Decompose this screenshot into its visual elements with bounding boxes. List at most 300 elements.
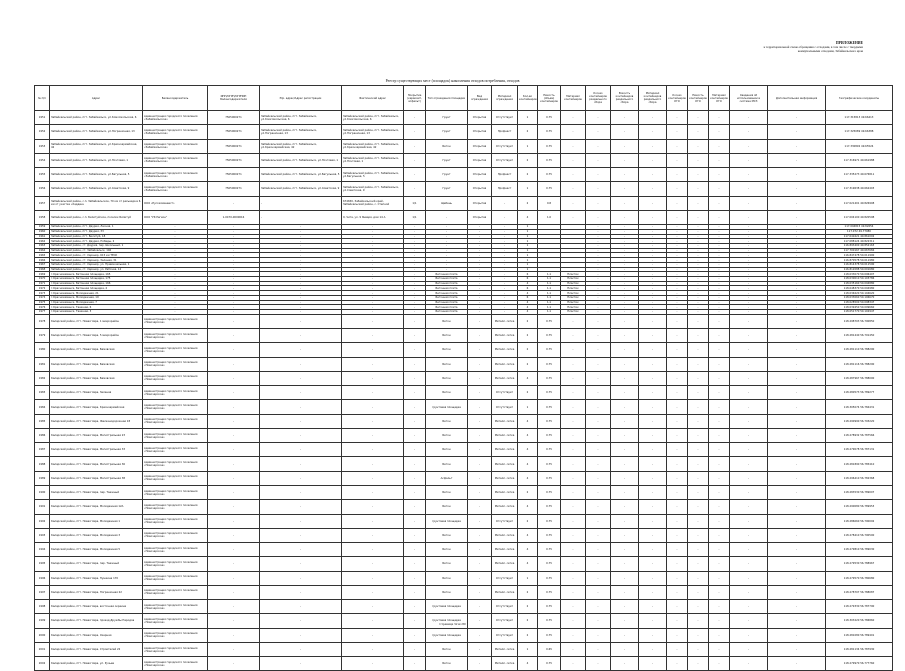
table-cell: 118.298703 56.790850 xyxy=(826,314,893,328)
table-cell: - xyxy=(561,139,586,153)
table-cell: - xyxy=(730,295,768,300)
table-row xyxy=(35,371,893,385)
table-cell: - xyxy=(561,400,586,414)
table-cell: - xyxy=(468,500,492,514)
table-cell: - xyxy=(709,267,730,272)
table-cell: - xyxy=(260,457,342,471)
table-cell: 118.283530 56.789007 xyxy=(826,485,893,499)
table-cell: 1 xyxy=(518,234,538,239)
table-cell: - xyxy=(730,514,768,528)
table-cell: - xyxy=(260,239,342,244)
table-cell: - xyxy=(342,234,404,239)
table-cell: - xyxy=(561,571,586,585)
table-cell: - xyxy=(404,286,426,291)
table-cell: - xyxy=(404,153,426,167)
table-cell: - xyxy=(730,343,768,357)
table-cell: - xyxy=(586,286,611,291)
table-cell: - xyxy=(468,471,492,485)
table-cell: - xyxy=(404,414,426,428)
table-cell: - xyxy=(688,196,709,210)
table-cell: - xyxy=(586,225,611,230)
table-cell: 1982 xyxy=(35,371,50,385)
table-cell: 2 xyxy=(518,153,538,167)
table-cell: - xyxy=(586,153,611,167)
table-cell: 1951 xyxy=(35,111,50,125)
table-cell: - xyxy=(709,386,730,400)
table-cell: Металл. сетка xyxy=(492,357,518,371)
table-cell: Каларский район, пгт. Новая Чара, пер. Таежный xyxy=(50,485,143,499)
table-cell: - xyxy=(639,291,667,296)
table-cell: Профнаст xyxy=(492,168,518,182)
table-cell: - xyxy=(208,196,260,210)
table-cell: - xyxy=(586,414,611,428)
table-row xyxy=(35,471,893,485)
table-cell: - xyxy=(611,528,639,542)
table-row xyxy=(35,657,893,671)
table-cell: - xyxy=(586,234,611,239)
table-cell: - xyxy=(468,229,492,234)
table-cell: г.Краснокаменск, Молодежная, 19 xyxy=(50,295,143,300)
table-cell: - xyxy=(709,239,730,244)
table-cell: Бетонная плита xyxy=(426,300,468,305)
table-cell: - xyxy=(426,244,468,249)
table-cell: 1 xyxy=(518,248,538,253)
table-cell: - xyxy=(730,428,768,442)
table-cell: - xyxy=(768,310,826,315)
table-cell: - xyxy=(768,239,826,244)
table-cell: 4 xyxy=(518,428,538,442)
table-cell: Бетон xyxy=(426,500,468,514)
table-cell: - xyxy=(639,125,667,139)
table-cell: грунтовая площадка xyxy=(426,628,468,642)
col-header: Кол-во контейнеров раздельного сбора xyxy=(586,86,611,111)
table-cell: - xyxy=(688,343,709,357)
table-cell: - xyxy=(426,248,468,253)
table-cell: - xyxy=(667,182,688,196)
table-cell: - xyxy=(709,210,730,224)
table-cell: - xyxy=(667,239,688,244)
table-cell: - xyxy=(688,428,709,442)
table-cell: - xyxy=(709,153,730,167)
table-cell: 116.814378 50.011590 xyxy=(826,262,893,267)
table-cell: - xyxy=(611,272,639,277)
table-cell: - xyxy=(768,196,826,210)
table-cell: - xyxy=(709,571,730,585)
table-cell: 1969 xyxy=(35,272,50,277)
table-cell: - xyxy=(688,153,709,167)
table-cell: - xyxy=(688,500,709,514)
table-cell: - xyxy=(639,168,667,182)
table-cell: 0.75 xyxy=(538,443,561,457)
table-cell: - xyxy=(561,628,586,642)
table-cell: 117.330892 49.65524 xyxy=(826,139,893,153)
table-cell: - xyxy=(404,139,426,153)
table-cell: - xyxy=(768,371,826,385)
table-cell: Администрация городского поселения «Забайкальское» xyxy=(143,153,208,167)
table-cell: Каларский район, пгт. Новая Чара, ул. Ручьев xyxy=(50,657,143,671)
table-cell: - xyxy=(404,182,426,196)
col-header: Тип ограждения площадки xyxy=(426,86,468,111)
header-row xyxy=(35,86,893,111)
table-cell: 0.75 xyxy=(538,600,561,614)
table-cell: - xyxy=(667,111,688,125)
table-cell: - xyxy=(492,300,518,305)
table-cell: 117.072 49.77080 xyxy=(826,229,893,234)
table-cell: Отсутствует xyxy=(492,571,518,585)
table-cell: Забайкальский район, пгт. Забайкальск, ул.Комсомольская, 6 xyxy=(260,111,342,125)
table-cell: - xyxy=(586,272,611,277)
table-cell: - xyxy=(208,557,260,571)
table-cell: - xyxy=(404,571,426,585)
table-cell: 1997 xyxy=(35,585,50,599)
table-row xyxy=(35,400,893,414)
table-cell: - xyxy=(561,600,586,614)
table-cell: - xyxy=(611,371,639,385)
table-cell: - xyxy=(586,139,611,153)
table-cell: - xyxy=(768,244,826,249)
table-cell: - xyxy=(342,557,404,571)
table-cell: Отсутствует xyxy=(492,400,518,414)
table-cell: - xyxy=(768,428,826,442)
table-cell: Бетонная плита xyxy=(426,310,468,315)
table-cell: - xyxy=(260,343,342,357)
table-cell: - xyxy=(667,244,688,249)
table-cell: - xyxy=(404,471,426,485)
table-cell: - xyxy=(709,244,730,249)
table-cell: 7505000271 xyxy=(208,125,260,139)
table-cell: 117.021401 49.826908 xyxy=(826,196,893,210)
table-cell: 4 xyxy=(518,291,538,296)
table-cell: Забайкальский район, пгт. Даурия, Победы, 2 xyxy=(50,239,143,244)
table-cell: 4 xyxy=(518,414,538,428)
table-cell: - xyxy=(468,310,492,315)
table-row xyxy=(35,443,893,457)
table-cell: - xyxy=(709,614,730,628)
table-cell: 2 xyxy=(518,343,538,357)
table-row xyxy=(35,571,893,585)
table-cell: - xyxy=(468,267,492,272)
table-cell: Каларский район, пгт. Новая Чара, Бамовская xyxy=(50,371,143,385)
table-cell: 118.281116 56.788290 xyxy=(826,357,893,371)
table-cell: - xyxy=(709,182,730,196)
table-cell: - xyxy=(143,286,208,291)
table-cell: - xyxy=(611,210,639,224)
table-cell: - xyxy=(468,543,492,557)
table-cell: - xyxy=(611,277,639,282)
table-cell: - xyxy=(611,585,639,599)
table-row xyxy=(35,600,893,614)
table-cell: Забайкальский район, ст. Даурия, пер. Школьный, 1 xyxy=(50,244,143,249)
table-cell: г.Краснокаменск, Бетонная площадка, 175 xyxy=(50,277,143,282)
table-cell: - xyxy=(468,585,492,599)
table-cell: - xyxy=(688,248,709,253)
table-cell: 1 xyxy=(518,225,538,230)
table-cell: - xyxy=(404,253,426,258)
col-header: Адрес xyxy=(50,86,143,111)
table-cell: - xyxy=(143,234,208,239)
table-cell: 6 xyxy=(518,277,538,282)
table-cell: Бетонная плита xyxy=(426,281,468,286)
registry-table xyxy=(34,85,893,671)
table-cell: - xyxy=(611,414,639,428)
table-cell: - xyxy=(260,585,342,599)
table-cell: 0.75 xyxy=(538,514,561,528)
table-cell: - xyxy=(709,234,730,239)
table-cell: - xyxy=(342,357,404,371)
table-row xyxy=(35,414,893,428)
table-cell: - xyxy=(667,657,688,671)
table-cell: - xyxy=(404,291,426,296)
table-cell: Каларский район, пгт. Новая Чара, пер. Таежный xyxy=(50,557,143,571)
table-cell: - xyxy=(768,300,826,305)
table-cell: - xyxy=(404,248,426,253)
col-header: Покрытие (керамзит, асфальт) xyxy=(404,86,426,111)
table-cell: 1958 xyxy=(35,210,50,224)
table-cell: - xyxy=(342,272,404,277)
table-cell: - xyxy=(639,239,667,244)
table-cell: Бетон xyxy=(426,314,468,328)
table-cell: 118.280573 56.789277 xyxy=(826,386,893,400)
table-cell: - xyxy=(492,229,518,234)
table-cell: - xyxy=(639,182,667,196)
col-header: Емкость контейнеров раздельного сбора xyxy=(611,86,639,111)
table-cell: - xyxy=(688,125,709,139)
table-cell: 0.75 xyxy=(538,386,561,400)
table-cell: - xyxy=(468,253,492,258)
table-cell: - xyxy=(709,500,730,514)
table-cell: Бетон xyxy=(426,371,468,385)
table-cell: - xyxy=(667,272,688,277)
table-cell: 1961 xyxy=(35,234,50,239)
table-cell: Каларский район, пгт. Новая Чара, Молодежная 5 xyxy=(50,543,143,557)
table-cell: - xyxy=(260,357,342,371)
table-cell: - xyxy=(468,443,492,457)
table-cell: 4 xyxy=(518,528,538,542)
table-cell: - xyxy=(688,528,709,542)
table-cell: - xyxy=(208,300,260,305)
table-row xyxy=(35,139,893,153)
table-cell: - xyxy=(639,310,667,315)
table-cell: - xyxy=(768,253,826,258)
table-cell: Открытая xyxy=(468,139,492,153)
table-cell: - xyxy=(404,443,426,457)
table-cell: 0.75 xyxy=(538,428,561,442)
table-cell: - xyxy=(768,125,826,139)
table-cell: - xyxy=(404,500,426,514)
table-cell: - xyxy=(768,267,826,272)
table-cell: 117.325089 49.66388 xyxy=(826,125,893,139)
table-cell: - xyxy=(730,229,768,234)
table-cell: Бетонная плита xyxy=(426,305,468,310)
table-cell: - xyxy=(639,229,667,234)
table-cell: Грунт xyxy=(426,111,468,125)
table-cell: - xyxy=(468,386,492,400)
table-row xyxy=(35,182,893,196)
table-cell: - xyxy=(667,291,688,296)
table-cell: - xyxy=(639,543,667,557)
table-cell: - xyxy=(492,262,518,267)
table-cell: - xyxy=(468,528,492,542)
table-cell: Каларский район, пгт. Новая Чара, Железнодорожная 18 xyxy=(50,414,143,428)
table-cell: - xyxy=(586,196,611,210)
col-header: Материал ограждения xyxy=(492,86,518,111)
table-cell: - xyxy=(404,225,426,230)
table-cell: 1995 xyxy=(35,557,50,571)
table-cell: - xyxy=(639,329,667,343)
table-cell: - xyxy=(639,443,667,457)
table-cell: - xyxy=(586,357,611,371)
table-cell: - xyxy=(586,281,611,286)
table-cell: - xyxy=(492,272,518,277)
table-cell: 118.287967 56.788000 xyxy=(826,371,893,385)
table-cell: - xyxy=(586,543,611,557)
table-cell: - xyxy=(611,428,639,442)
table-cell: - xyxy=(404,239,426,244)
table-cell: - xyxy=(143,277,208,282)
table-cell: - xyxy=(208,400,260,414)
table-cell: - xyxy=(730,614,768,628)
table-cell: - xyxy=(639,514,667,528)
table-cell: - xyxy=(688,457,709,471)
table-cell: 118.051770 50.102947 xyxy=(826,310,893,315)
table-cell: - xyxy=(611,295,639,300)
table-cell: 1/1 xyxy=(404,196,426,210)
table-cell: - xyxy=(611,234,639,239)
table-cell: 674650, Забайкальский край, Забайкальский район, с. Степной xyxy=(342,196,404,210)
table-cell: - xyxy=(208,628,260,642)
table-cell: Открытая xyxy=(468,182,492,196)
table-cell: - xyxy=(639,386,667,400)
table-cell: - xyxy=(730,585,768,599)
table-cell: - xyxy=(342,343,404,357)
table-cell: - xyxy=(260,210,342,224)
table-cell: - xyxy=(561,614,586,628)
table-cell: - xyxy=(688,642,709,656)
table-cell: - xyxy=(586,571,611,585)
table-cell: - xyxy=(768,168,826,182)
table-cell: - xyxy=(404,585,426,599)
table-cell: - xyxy=(768,485,826,499)
table-cell: - xyxy=(404,457,426,471)
table-cell: Администрация городского поселения «Новочарское» xyxy=(143,329,208,343)
table-cell: - xyxy=(586,248,611,253)
table-cell: - xyxy=(688,386,709,400)
table-cell: - xyxy=(342,528,404,542)
table-cell: Забайкальский район, ст. Забайкальск, 146 xyxy=(50,248,143,253)
table-cell: - xyxy=(586,244,611,249)
table-cell: - xyxy=(208,386,260,400)
table-cell: - xyxy=(611,329,639,343)
table-cell: 117.700167 49.667684 xyxy=(826,248,893,253)
table-cell: - xyxy=(667,258,688,263)
table-cell: - xyxy=(208,642,260,656)
table-cell: - xyxy=(611,485,639,499)
table-cell: - xyxy=(492,291,518,296)
table-cell: - xyxy=(768,657,826,671)
table-cell: - xyxy=(611,657,639,671)
table-cell: - xyxy=(730,244,768,249)
table-cell: 117.041621 49.861002 xyxy=(826,234,893,239)
table-cell: Бетон xyxy=(426,528,468,542)
table-cell: - xyxy=(688,614,709,628)
table-cell: - xyxy=(260,329,342,343)
table-cell: - xyxy=(639,196,667,210)
table-cell: 2 xyxy=(518,600,538,614)
table-cell: - xyxy=(561,485,586,499)
table-cell: - xyxy=(688,225,709,230)
table-cell: 1967 xyxy=(35,262,50,267)
table-cell: Администрация городского поселения «Новочарское» xyxy=(143,528,208,542)
table-cell: Отсутствует xyxy=(492,614,518,628)
table-cell: Администрация городского поселения «Новочарское» xyxy=(143,514,208,528)
table-cell: 4 xyxy=(518,371,538,385)
table-cell: - xyxy=(709,262,730,267)
table-cell: - xyxy=(667,414,688,428)
table-cell: - xyxy=(709,291,730,296)
table-cell: 0.75 xyxy=(538,125,561,139)
table-cell: - xyxy=(404,514,426,528)
table-cell: - xyxy=(639,286,667,291)
table-cell: - xyxy=(709,642,730,656)
table-cell: Каларский район, пгт. Новая Чара, Молодежная 3 xyxy=(50,528,143,542)
table-cell: - xyxy=(639,585,667,599)
table-cell: - xyxy=(342,485,404,499)
table-cell: - xyxy=(730,628,768,642)
table-cell: 0.75 xyxy=(538,139,561,153)
table-cell: - xyxy=(667,305,688,310)
table-cell: - xyxy=(611,225,639,230)
table-cell: - xyxy=(404,485,426,499)
table-cell: Бетон xyxy=(426,642,468,656)
table-cell: г.Краснокаменск, Бетонная площадка, 4 xyxy=(50,286,143,291)
table-cell: - xyxy=(561,357,586,371)
table-cell: - xyxy=(404,371,426,385)
table-cell: - xyxy=(768,543,826,557)
table-cell: - xyxy=(404,357,426,371)
table-cell: - xyxy=(260,657,342,671)
table-cell: - xyxy=(768,585,826,599)
table-cell: Администрация городского поселения «Новочарское» xyxy=(143,357,208,371)
table-cell: - xyxy=(611,457,639,471)
table-cell: - xyxy=(561,471,586,485)
table-cell: - xyxy=(639,557,667,571)
table-cell: Бетон xyxy=(426,585,468,599)
table-cell: - xyxy=(586,657,611,671)
table-cell: - xyxy=(688,600,709,614)
table-cell: Администрация городского поселения «Новочарское» xyxy=(143,414,208,428)
table-cell: - xyxy=(426,267,468,272)
table-cell: - xyxy=(342,443,404,457)
table-cell: 1 xyxy=(518,258,538,263)
table-cell: - xyxy=(404,614,426,628)
table-cell: 4 xyxy=(518,457,538,471)
table-cell: - xyxy=(492,305,518,310)
table-cell: 6 xyxy=(518,272,538,277)
table-cell: - xyxy=(667,428,688,442)
table-cell: - xyxy=(688,286,709,291)
table-cell: Администрация городского поселения «Забайкальское» xyxy=(143,139,208,153)
table-cell: - xyxy=(208,471,260,485)
table-cell: - xyxy=(768,111,826,125)
table-cell: Металл. сетка xyxy=(492,557,518,571)
table-cell: - xyxy=(260,225,342,230)
table-cell: - xyxy=(667,139,688,153)
table-cell: 1954 xyxy=(35,153,50,167)
table-cell: - xyxy=(768,314,826,328)
table-cell: - xyxy=(709,457,730,471)
table-cell: 1970 xyxy=(35,277,50,282)
table-cell: - xyxy=(709,125,730,139)
